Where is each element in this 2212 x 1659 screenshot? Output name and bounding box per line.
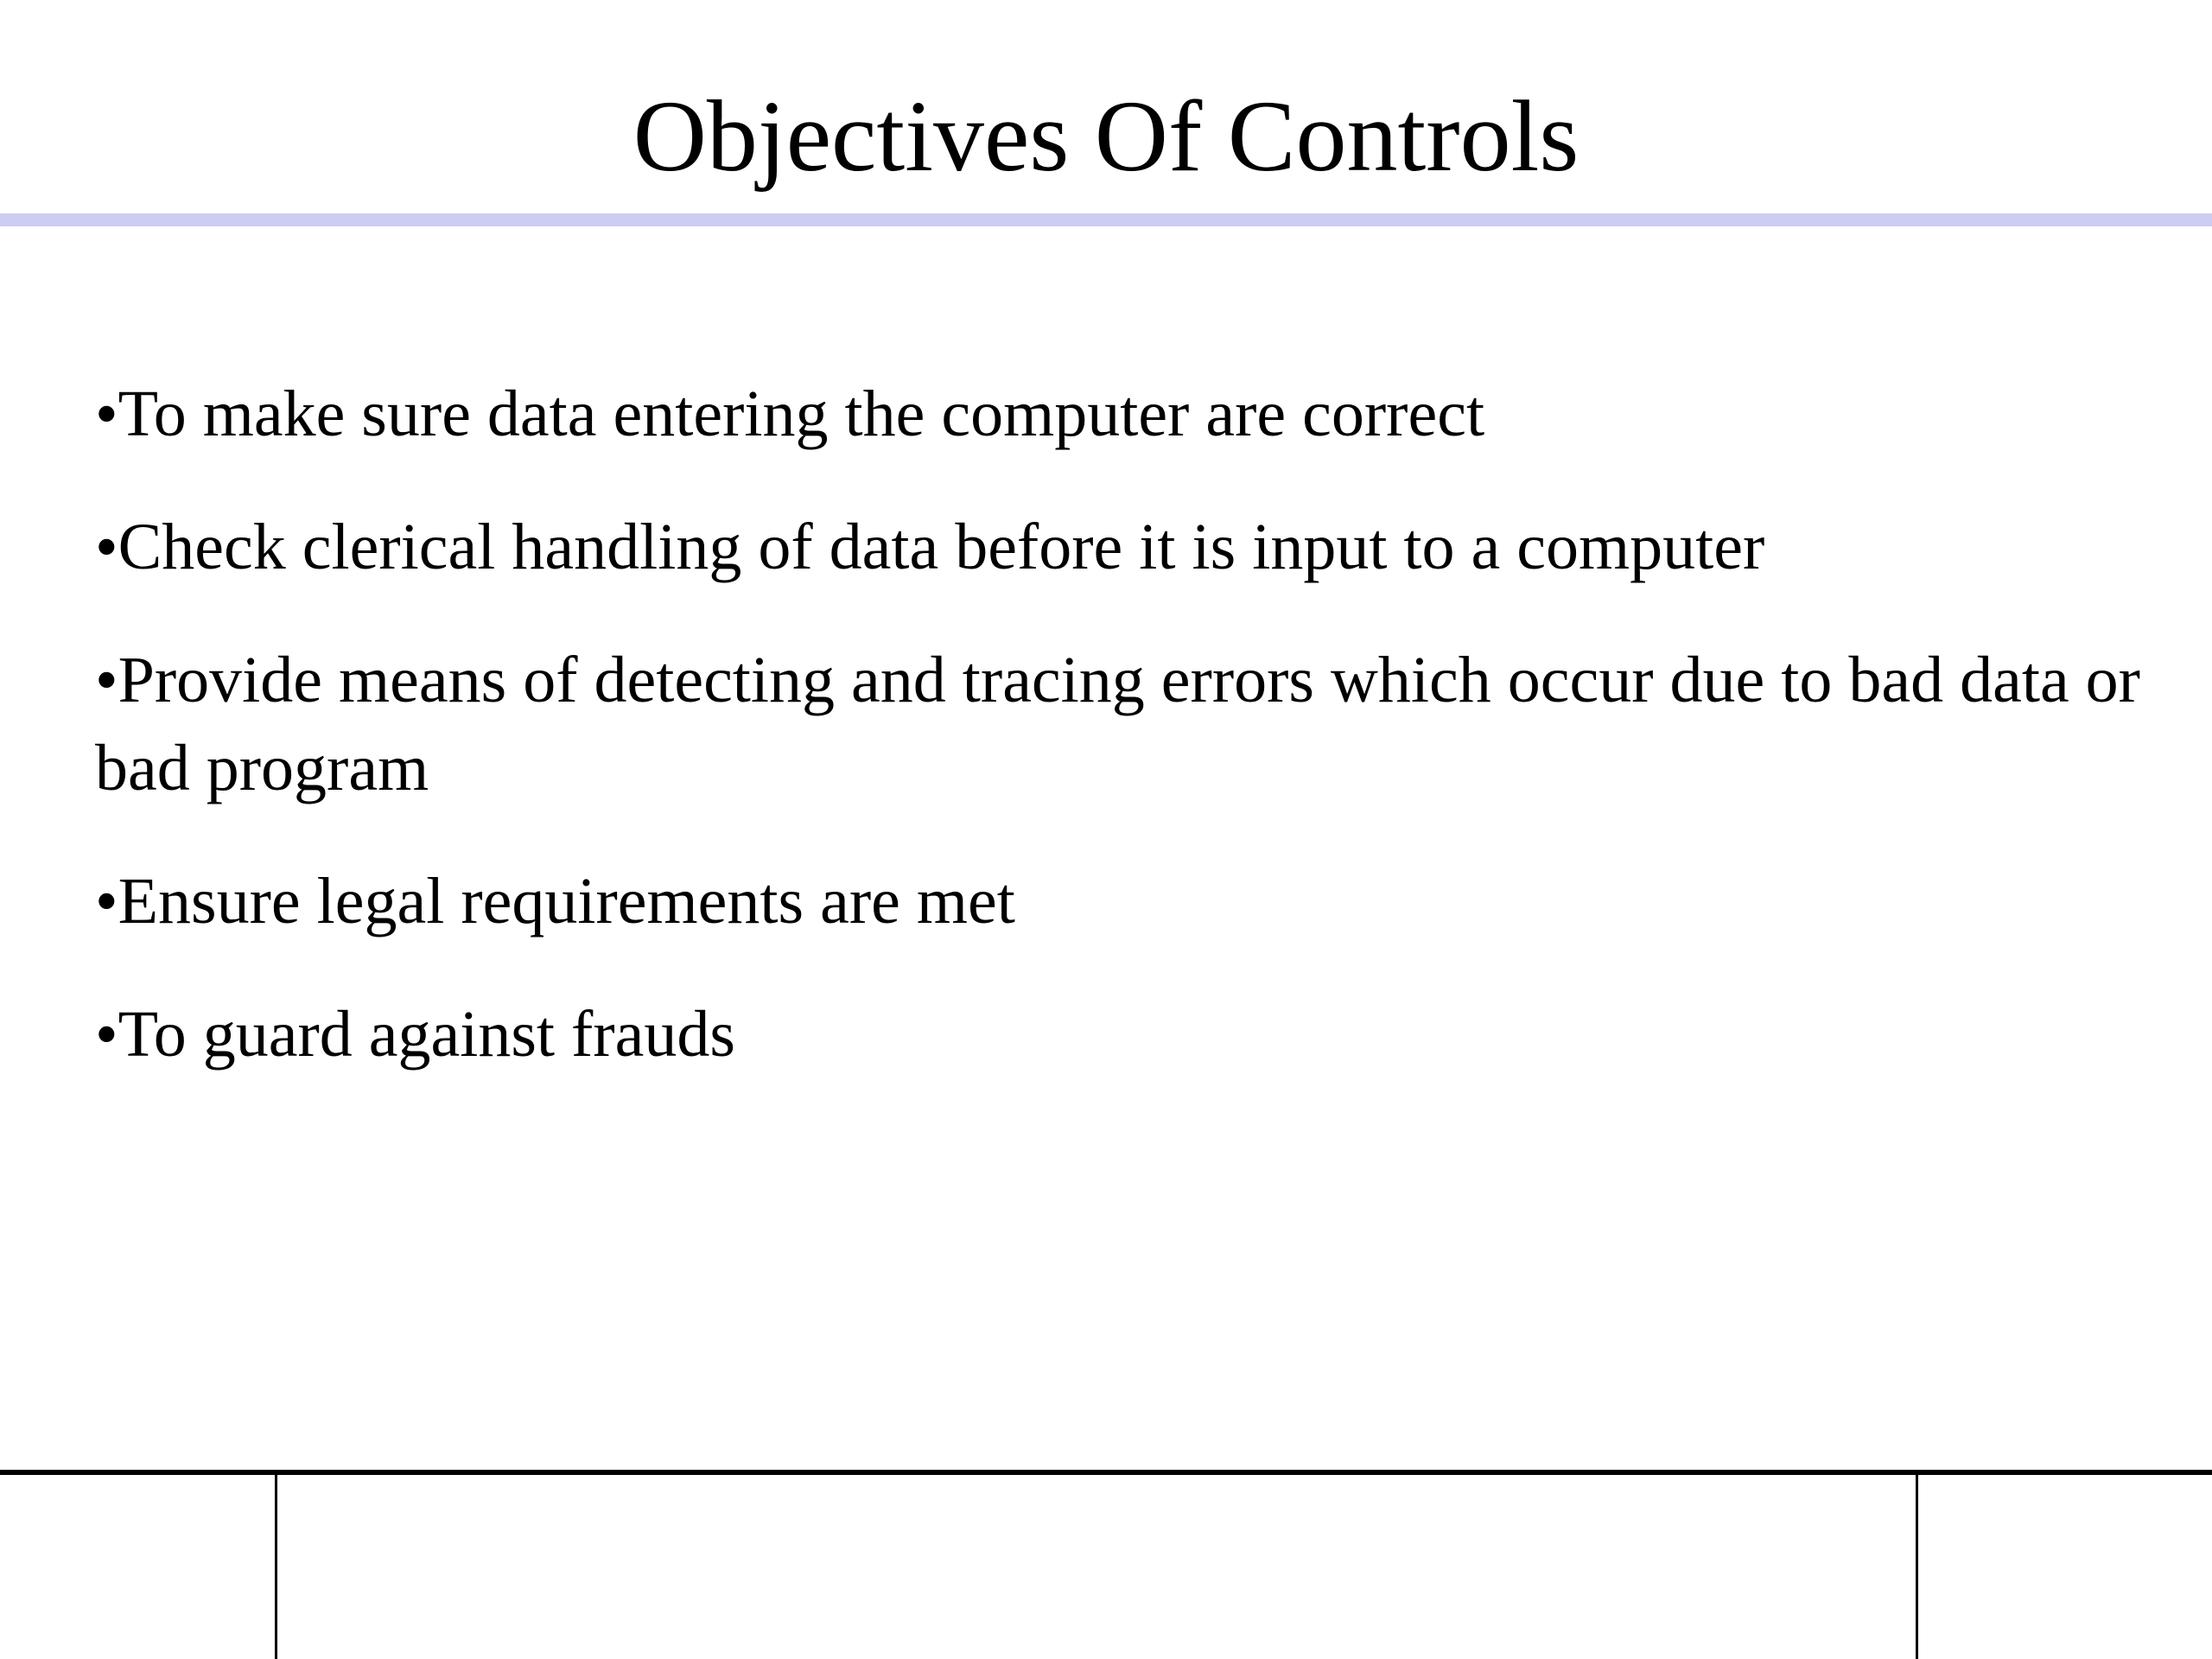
- bullet-marker: •: [95, 998, 118, 1071]
- bullet-item: [95, 857, 2169, 945]
- footer-divider-line: [0, 1470, 2212, 1475]
- bullet-text: Check clerical handling of data before it is input to a computer: [118, 511, 1765, 583]
- bullet-text: To make sure data entering the computer are correct: [118, 378, 1485, 450]
- bullet-marker: •: [95, 378, 118, 450]
- bullet-list: [95, 370, 2169, 1123]
- bullet-text: Provide means of detecting and tracing errors which occur due to bad data or bad program: [95, 644, 2140, 804]
- bullet-item: [95, 990, 2169, 1078]
- bullet-text: Ensure legal requirements are met: [118, 865, 1015, 938]
- bullet-marker: •: [95, 511, 118, 583]
- bullet-marker: •: [95, 644, 118, 716]
- bullet-text: To guard against frauds: [118, 998, 735, 1071]
- bullet-item: [95, 636, 2169, 812]
- bullet-item: [95, 503, 2169, 591]
- slide-title: Objectives Of Controls: [632, 79, 1580, 193]
- footer-left-separator: [275, 1475, 277, 1659]
- bullet-item: [95, 370, 2169, 458]
- title-underline: [0, 213, 2212, 226]
- footer-right-separator: [1916, 1475, 1918, 1659]
- bullet-marker: •: [95, 865, 118, 938]
